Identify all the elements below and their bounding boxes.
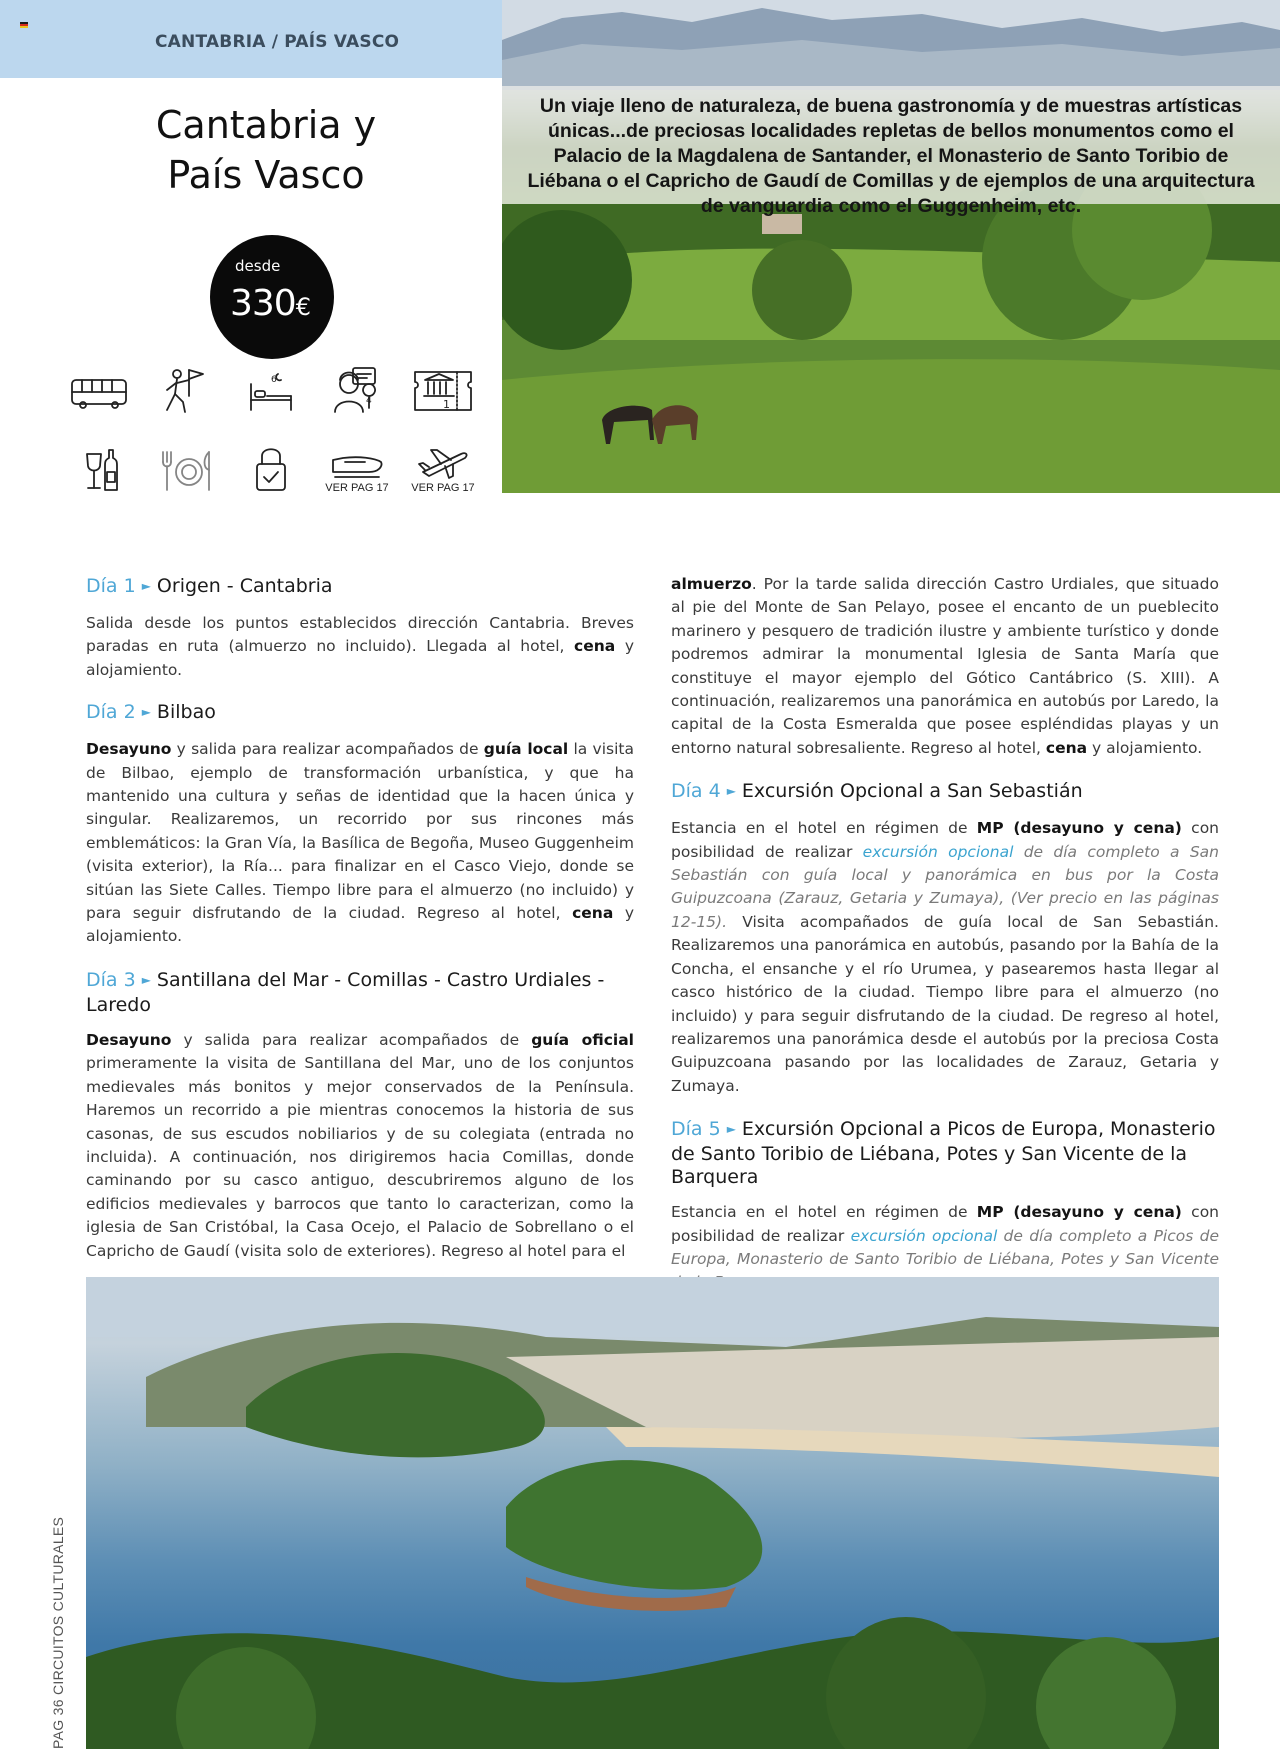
chevron-right-icon: ► xyxy=(726,784,736,799)
day-1-number: Día 1 xyxy=(86,575,136,597)
chevron-right-icon: ► xyxy=(141,579,151,593)
header-band xyxy=(0,0,502,78)
day-1-heading xyxy=(86,575,634,600)
day-4-heading xyxy=(671,780,1219,805)
meadow-image xyxy=(502,0,1280,493)
day-5-text: Estancia en el hotel en régimen de MP (desayuno y cena) con posibilidad de realizar excursión opcional de día completo a Picos de Europa, Monasterio de Santo Toribio de Liébana, Potes y San Vicente xyxy=(671,1203,1220,1268)
bay-image xyxy=(86,1277,1219,1749)
chevron-right-icon: ► xyxy=(141,972,151,987)
day-2-number: Día 2 xyxy=(86,701,136,724)
svg-text:1: 1 xyxy=(443,398,450,411)
chevron-right-icon: ► xyxy=(726,1122,736,1137)
svg-text:4: 4 xyxy=(366,396,372,406)
day-3-number: Día 3 xyxy=(86,968,136,991)
day-4-number: Día 4 xyxy=(671,780,721,803)
insurance-lock-icon xyxy=(234,444,308,494)
hotel-bed-icon xyxy=(234,370,308,414)
intro-text: Un viaje lleno de naturaleza, de buena gastronomía y de muestras artísticas únicas...de preciosas localidades repletas de bellos monumentos como el Palacio de la Magdalena de Santander, el Monasterio de Santo Toribio de Liébana o el Capricho de Gaudí de Comillas y de ejemplos de una arquitectura de vanguardia como el Guggenheim, etc. xyxy=(502,86,1280,204)
bus-icon xyxy=(62,372,136,412)
itinerary-right-column xyxy=(671,573,1219,1295)
meals-icon xyxy=(148,448,222,494)
guide-flag-icon xyxy=(148,366,222,416)
day-3-text-part-2: almuerzo. Por la tarde salida dirección Castro Urdiales, que situado al pie del Monte de San Pelayo, posee el encanto de un pueblecito marinero y pesquero de tradición ilustre y ambiente turístico y donde podremos admirar la monumental Iglesia de Santa María que constituye el mayor ejemplo del Gótico Cantábrico (S. XIII). A continuación, realizaremos una panorámica en autobús por Laredo, la capital de la Costa Esmeralda que posee espléndidas playas y un entorno natural sobresaliente. Regreso al hotel, cena y alojamiento. xyxy=(671,575,1219,757)
plane-caption: VER PAG 17 xyxy=(411,482,475,494)
chevron-right-icon: ► xyxy=(141,705,151,720)
museum-ticket-icon xyxy=(406,366,480,416)
optional-excursion-link[interactable]: excursión opcional xyxy=(850,1226,998,1245)
day-5-number: Día 5 xyxy=(671,1118,721,1141)
wine-icon xyxy=(62,448,136,494)
local-guide-icon xyxy=(320,366,394,416)
price-prefix: desde xyxy=(235,257,281,275)
train-icon xyxy=(320,450,394,494)
breadcrumb: CANTABRIA / PAÍS VASCO xyxy=(155,32,400,52)
hero-photo xyxy=(502,0,1280,493)
page-title xyxy=(110,100,422,200)
title-line-2: País Vasco xyxy=(167,153,365,197)
price-badge xyxy=(210,235,334,359)
day-3-heading xyxy=(86,969,634,1017)
svg-text:6: 6 xyxy=(271,375,277,385)
title-line-1: Cantabria y xyxy=(155,103,377,147)
itinerary-left-column xyxy=(86,575,634,1263)
day-2-title: Bilbao xyxy=(156,701,216,724)
flag-icon xyxy=(20,22,28,28)
day-1-text: Salida desde los puntos establecidos dirección Cantabria. Breves paradas en ruta (almuerzo no incluido). Llegada al hotel, cena y alojamiento. xyxy=(86,614,634,679)
price-amount: 330€ xyxy=(230,283,310,324)
page-footer-vertical xyxy=(50,1517,66,1749)
day-3-title: Santillana del Mar - Comillas - Castro Urdiales -Laredo xyxy=(86,968,605,1016)
day-1-title: Origen - Cantabria xyxy=(156,575,333,597)
optional-excursion-link[interactable]: excursión opcional xyxy=(862,842,1014,861)
day-2-heading xyxy=(86,701,634,726)
day-4-title: Excursión Opcional a San Sebastián xyxy=(741,780,1083,803)
day-5-title: Excursión Opcional a Picos de Europa, Monasterio de Santo Toribio de Liébana, Potes y San Vicente de la Barquera xyxy=(671,1118,1216,1189)
day-5-heading xyxy=(671,1118,1219,1189)
train-caption: VER PAG 17 xyxy=(325,482,389,494)
page-number: PAG 36 xyxy=(50,1699,66,1749)
day-4-text: Estancia en el hotel en régimen de MP (desayuno y cena) con posibilidad de realizar excursión opcional de día completo a San Sebastián con guía local y panorámica en bus por la Costa Guipuzcoana (Zarauz, Getaria y Zumaya), (Ver precio en las páginas 12-15). Visita acompañados de guía local de San Sebastián. Realizaremos una panorámica en autobús, pasando por la Bahía de la Concha, el ensanche y el río Urumea, y pasearemos hasta llegar al casco histórico de la ciudad. Tiempo libre para el almuerzo (no incluido) y para seguir disfrutando de la ciudad. De regreso al hotel, realizaremos una panorámica desde el autobús por la preciosa Costa Guipuzcoana pasando por las localidades de Zarauz, Getaria y Zumaya. xyxy=(671,819,1220,1095)
section-name: CIRCUITOS CULTURALES xyxy=(50,1516,66,1695)
day-2-text: Desayuno y salida para realizar acompañados de guía local la visita de Bilbao, ejemplo de transformación urbanística, y que ha mantenido una cultura y señas de identidad que la hacen única y singular. Realizaremos, un recorrido por sus rincones más emblemáticos: la Gran Vía, la Basílica de Begoña, Museo Guggenheim (visita exterior), la Ría... para finalizar en el Casco Viejo, donde se sitúan las Siete Calles. Tiempo libre para el almuerzo (no incluido) y para seguir disfrutando de la ciudad. Regreso al hotel, cena y alojamiento. xyxy=(86,740,634,946)
san-sebastian-photo xyxy=(86,1277,1219,1749)
plane-icon xyxy=(406,446,480,494)
day-3-text-part-1: Desayuno y salida para realizar acompañados de guía oficial primeramente la visita de Santillana del Mar, uno de los conjuntos medievales más bonitos y mejor conservados de la Península. Haremos un recorrido a pie mientras conocemos la historia de sus casonas, de sus escudos nobiliarios y de su colegiata (entrada no incluida). A continuación, nos dirigiremos hacia Comillas, donde caminando por su casco antiguo, descubriremos alguno de los edificios medievales y barrocos que tanto lo caracterizan, como la iglesia de San Cristóbal, la Casa Ocejo, el Palacio de Sobrellano o el Capricho de Gaudí (visita solo de exteriores). Regreso al hotel para el xyxy=(86,1030,634,1260)
